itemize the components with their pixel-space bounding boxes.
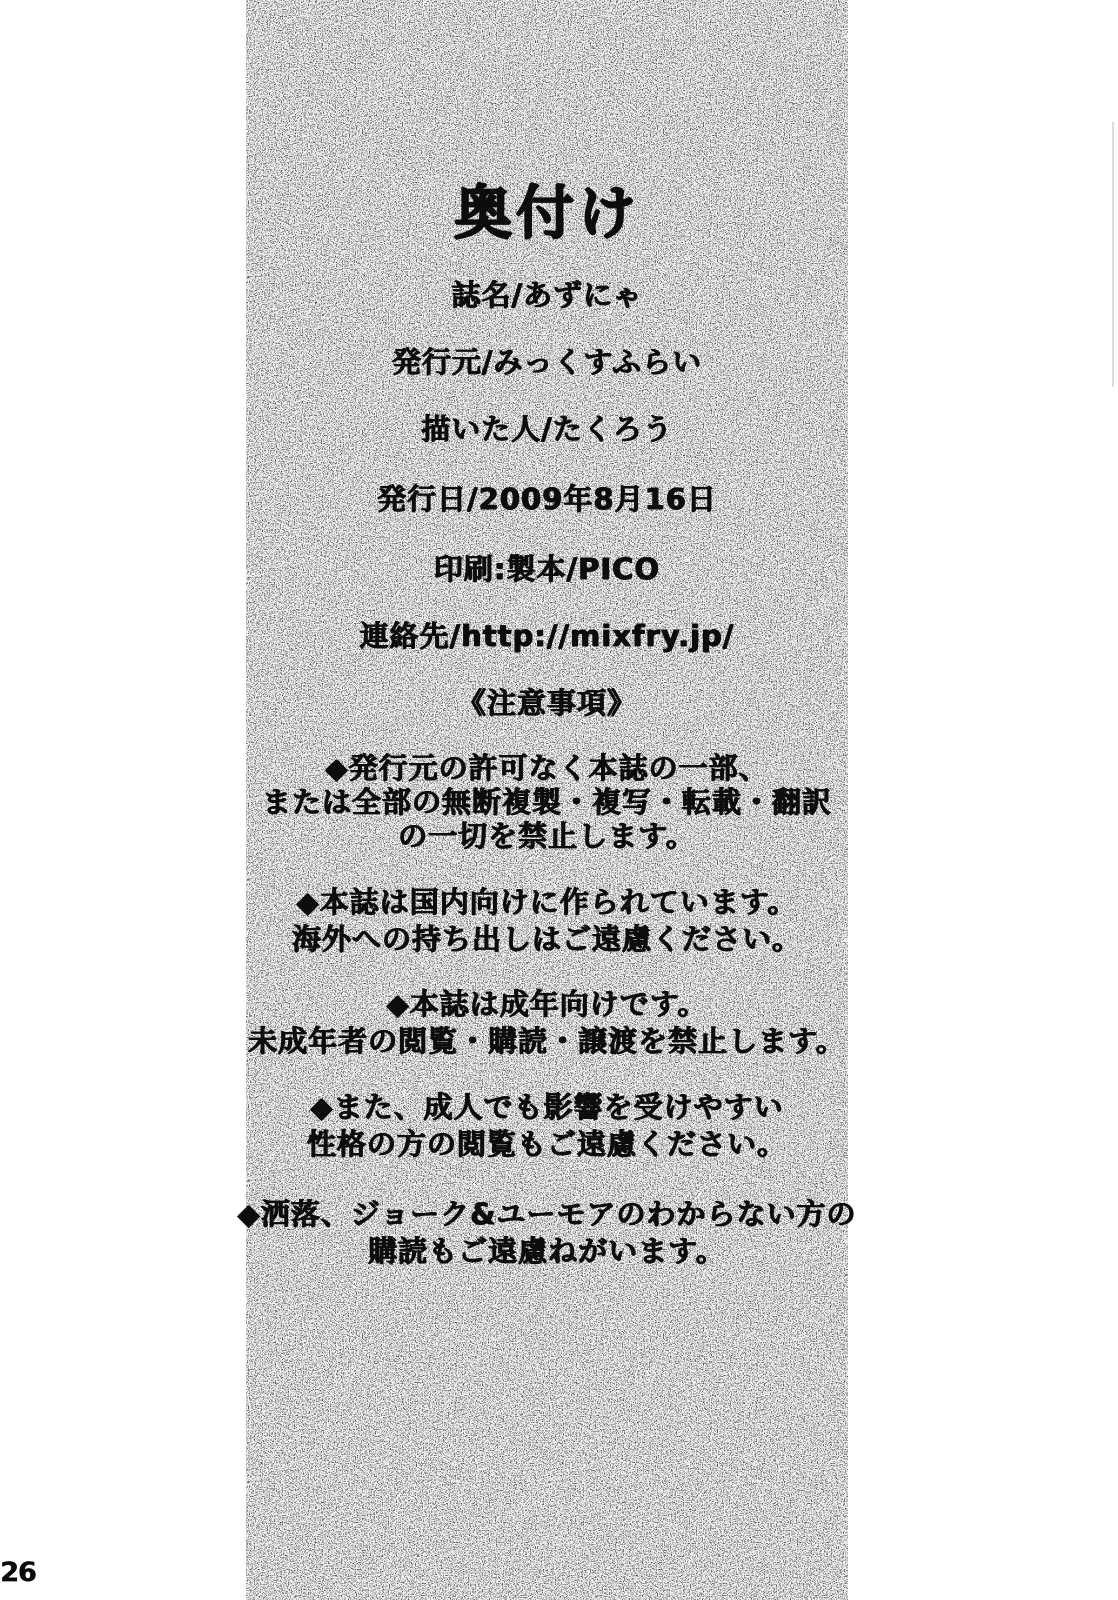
notice-sensitive-readers xyxy=(156,1089,938,1163)
field-publisher: 発行元/みっくすふらい xyxy=(391,345,703,379)
scan-edge-artifact xyxy=(1112,122,1114,387)
notice-copyright xyxy=(156,751,938,853)
notice-line: ◆発行元の許可なく本誌の一部、 xyxy=(325,751,769,785)
notice-line: ◆また、成人でも影響を受けやすい xyxy=(310,1090,784,1124)
field-artist: 描いた人/たくろう xyxy=(421,412,673,446)
page-number: 26 xyxy=(0,1557,36,1588)
notice-line: 未成年者の閲覧・購読・譲渡を禁止します。 xyxy=(248,1024,846,1058)
notice-line: ◆本誌は国内向けに作られています。 xyxy=(296,885,798,919)
notice-adults-only xyxy=(156,986,938,1060)
field-contact-url: 連絡先/http://mixfry.jp/ xyxy=(359,619,735,653)
notice-domestic-only xyxy=(156,884,938,958)
notice-line: または全部の無断複製・複写・転載・翻訳 xyxy=(261,785,832,819)
notice-line: 購読もご遠慮ねがいます。 xyxy=(368,1234,726,1268)
field-printing: 印刷:製本/PICO xyxy=(433,552,661,586)
notice-line: ◆洒落、ジョーク&ユーモアのわからない方の xyxy=(237,1197,857,1231)
field-book-title: 誌名/あずにゃ xyxy=(451,278,643,312)
colophon-page xyxy=(237,0,857,1600)
notice-line: の一切を禁止します。 xyxy=(398,819,696,853)
field-publication-date: 発行日/2009年8月16日 xyxy=(377,482,717,516)
notice-line: 性格の方の閲覧もご遠慮ください。 xyxy=(306,1127,787,1161)
notice-heading: 《注意事項》 xyxy=(456,686,637,720)
page-title: 奥付け xyxy=(453,179,640,247)
notice-line: ◆本誌は成年向けです。 xyxy=(386,987,708,1021)
notice-humor-disclaimer xyxy=(156,1196,938,1270)
notice-line: 海外への持ち出しはご遠慮ください。 xyxy=(291,922,802,956)
